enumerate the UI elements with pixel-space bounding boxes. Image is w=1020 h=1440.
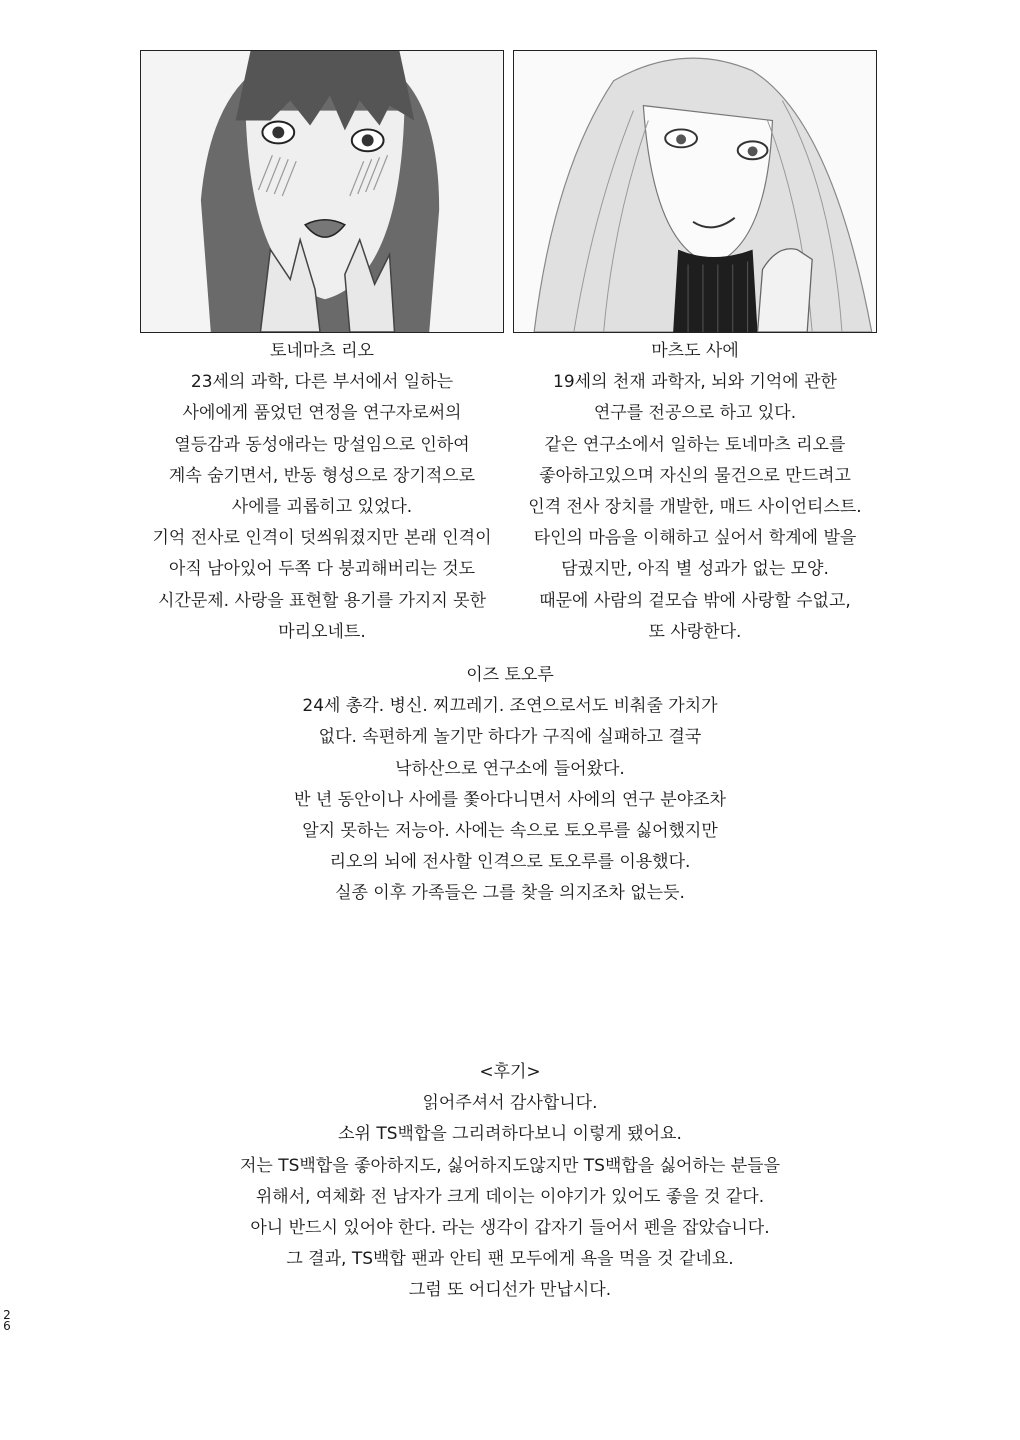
profile-line: 없다. 속편하게 놀기만 하다가 구직에 실패하고 결국	[318, 727, 702, 748]
profile-line: 타인의 마음을 이해하고 싶어서 학계에 발을	[533, 528, 857, 549]
profile-line: 기억 전사로 인격이 덧씌워졌지만 본래 인격이	[152, 528, 492, 549]
character-name: 마츠도 사에	[651, 341, 739, 361]
profile-line: 23세의 과학, 다른 부서에서 일하는	[190, 372, 454, 393]
profile-line: 좋아하고있으며 자신의 물건으로 만드려고	[539, 465, 851, 486]
profile-line: 마리오네트.	[278, 621, 366, 642]
page-number	[2, 1310, 12, 1332]
profile-line: 시간문제. 사랑을 표현할 용기를 가지지 못한	[157, 590, 487, 611]
rio-illustration	[141, 51, 503, 332]
character-name: 토네마츠 리오	[270, 341, 374, 361]
afterword-line: 그럼 또 어디선가 만납시다.	[408, 1280, 612, 1301]
afterword-line: 아니 반드시 있어야 한다. 라는 생각이 갑자기 들어서 펜을 잡았습니다.	[250, 1218, 770, 1239]
profile-toru	[200, 660, 820, 910]
profile-line: 아직 남아있어 두쪽 다 붕괴해버리는 것도	[168, 559, 476, 580]
profile-line: 반 년 동안이나 사에를 쫓아다니면서 사에의 연구 분야조차	[294, 789, 726, 810]
profile-line: 사에에게 품었던 연정을 연구자로써의	[182, 403, 462, 424]
profile-line: 19세의 천재 과학자, 뇌와 기억에 관한	[553, 372, 837, 393]
afterword-line: 소위 TS백합을 그리려하다보니 이렇게 됐어요.	[338, 1124, 682, 1145]
profile-line: 사에를 괴롭히고 있었다.	[231, 497, 413, 518]
afterword-line: 읽어주셔서 감사합니다.	[422, 1093, 598, 1114]
profile-rio	[140, 336, 504, 648]
portrait-panel-rio	[140, 50, 504, 333]
profile-line: 리오의 뇌에 전사할 인격으로 토오루를 이용했다.	[329, 852, 691, 873]
afterword-line: 저는 TS백합을 좋아하지도, 싫어하지도않지만 TS백합을 싫어하는 분들을	[240, 1155, 780, 1176]
portrait-panel-sae	[513, 50, 877, 333]
profile-line: 같은 연구소에서 일하는 토네마츠 리오를	[544, 434, 846, 455]
page-number-digit: 2	[3, 1308, 11, 1322]
sae-illustration	[514, 51, 876, 332]
profile-line: 계속 숨기면서, 반동 형성으로 장기적으로	[168, 465, 476, 486]
afterword	[200, 1057, 820, 1307]
profile-line: 24세 총각. 병신. 찌끄레기. 조연으로서도 비춰줄 가치가	[302, 696, 718, 717]
profile-line: 실종 이후 가족들은 그를 찾을 의지조차 없는듯.	[335, 883, 685, 904]
profile-line: 또 사랑한다.	[648, 621, 742, 642]
afterword-line: 위해서, 여체화 전 남자가 크게 데이는 이야기가 있어도 좋을 것 같다.	[255, 1186, 765, 1207]
character-name: 이즈 토오루	[466, 665, 554, 685]
profile-line: 알지 못하는 저능아. 사에는 속으로 토오루를 싫어했지만	[302, 821, 718, 842]
profile-line: 낙하산으로 연구소에 들어왔다.	[395, 758, 625, 779]
afterword-line: 그 결과, TS백합 팬과 안티 팬 모두에게 욕을 먹을 것 같네요.	[286, 1249, 734, 1270]
profile-line: 열등감과 동성애라는 망설임으로 인하여	[174, 434, 470, 455]
profile-sae	[513, 336, 877, 648]
profile-line: 때문에 사람의 겉모습 밖에 사랑할 수없고,	[539, 590, 851, 611]
page-number-digit: 6	[3, 1319, 11, 1333]
afterword-heading: <후기>	[479, 1062, 541, 1082]
profile-line: 인격 전사 장치를 개발한, 매드 사이언티스트.	[528, 497, 862, 518]
profile-line: 연구를 전공으로 하고 있다.	[593, 403, 797, 424]
profile-line: 담궜지만, 아직 별 성과가 없는 모양.	[561, 559, 829, 580]
